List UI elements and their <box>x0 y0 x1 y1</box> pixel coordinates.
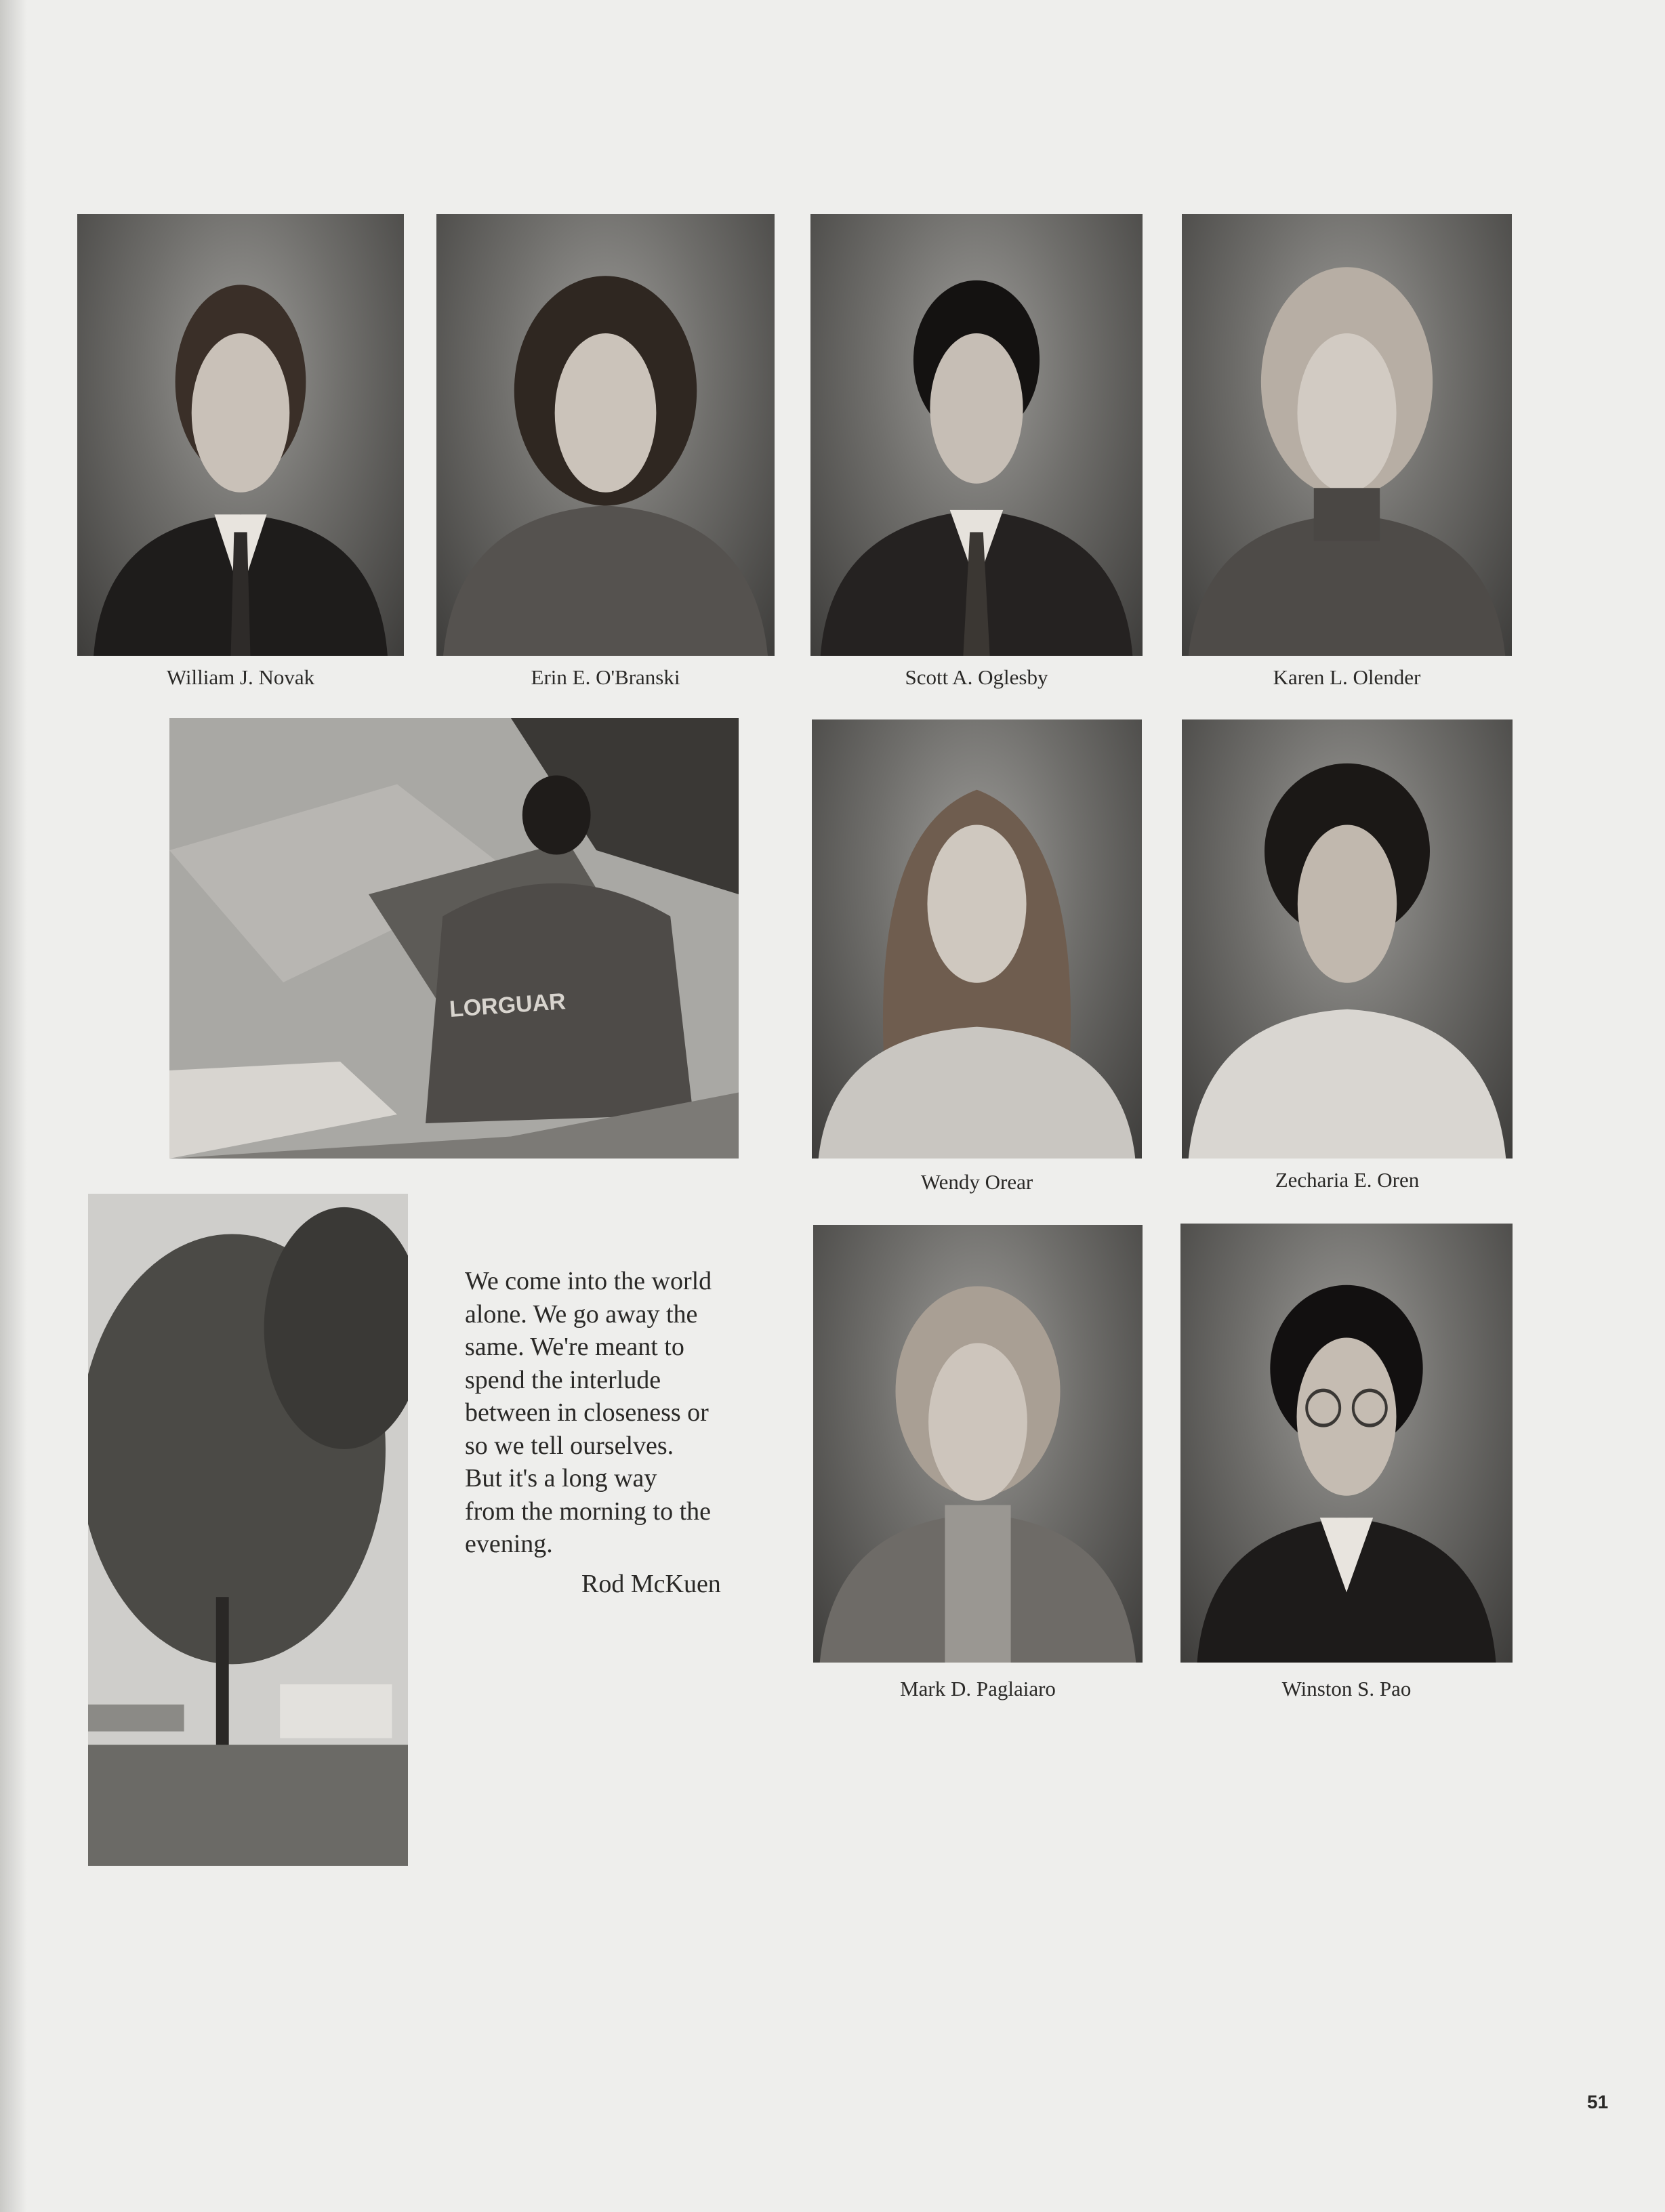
portrait-silhouette <box>1180 1224 1513 1663</box>
candid-photo <box>169 718 739 1159</box>
candid-scene <box>169 718 739 1159</box>
portrait-silhouette <box>813 1225 1143 1663</box>
quote-text <box>465 1265 763 1561</box>
quote-line: same. We're meant to <box>465 1333 684 1361</box>
portrait-silhouette <box>77 214 404 656</box>
tree-photo <box>88 1194 408 1866</box>
caption-karen-olender: Karen L. Olender <box>1273 665 1421 689</box>
quote-line: between in closeness or <box>465 1398 709 1427</box>
portrait-silhouette <box>436 214 775 656</box>
page-binding-shadow <box>0 0 27 2212</box>
portrait-winston-pao <box>1180 1224 1513 1663</box>
caption-wendy-orear: Wendy Orear <box>920 1170 1033 1194</box>
caption-mark-paglaiaro: Mark D. Paglaiaro <box>900 1677 1056 1700</box>
caption-scott-oglesby: Scott A. Oglesby <box>905 665 1048 689</box>
portrait-silhouette <box>1182 214 1512 656</box>
quote-line: alone. We go away the <box>465 1299 698 1329</box>
quote-line: spend the interlude <box>465 1365 661 1394</box>
portrait-silhouette <box>810 214 1143 656</box>
quote-line: evening. <box>465 1530 553 1558</box>
quote-author: Rod McKuen <box>581 1570 721 1598</box>
portrait-william-novak <box>77 214 404 656</box>
quote-line: We come into the world <box>465 1267 712 1295</box>
portrait-silhouette <box>1182 719 1513 1159</box>
caption-winston-pao: Winston S. Pao <box>1281 1677 1412 1700</box>
portrait-silhouette <box>812 719 1142 1159</box>
portrait-zecharia-oren <box>1182 719 1513 1159</box>
caption-william-novak: William J. Novak <box>166 665 315 689</box>
portrait-scott-oglesby <box>810 214 1143 656</box>
page-number: 51 <box>1587 2091 1609 2112</box>
caption-erin-obranski: Erin E. O'Branski <box>531 665 680 689</box>
candid-shirt-text: LORGUAR <box>448 988 567 1022</box>
quote-line: But it's a long way <box>465 1464 657 1493</box>
quote-line: so we tell ourselves. <box>465 1431 674 1460</box>
quote-line: from the morning to the <box>465 1497 712 1526</box>
portrait-karen-olender <box>1182 214 1512 656</box>
portrait-wendy-orear <box>812 719 1142 1159</box>
tree-scene <box>88 1194 408 1866</box>
portrait-erin-obranski <box>436 214 775 656</box>
portrait-mark-paglaiaro <box>813 1225 1143 1663</box>
caption-zecharia-oren: Zecharia E. Oren <box>1275 1168 1420 1192</box>
